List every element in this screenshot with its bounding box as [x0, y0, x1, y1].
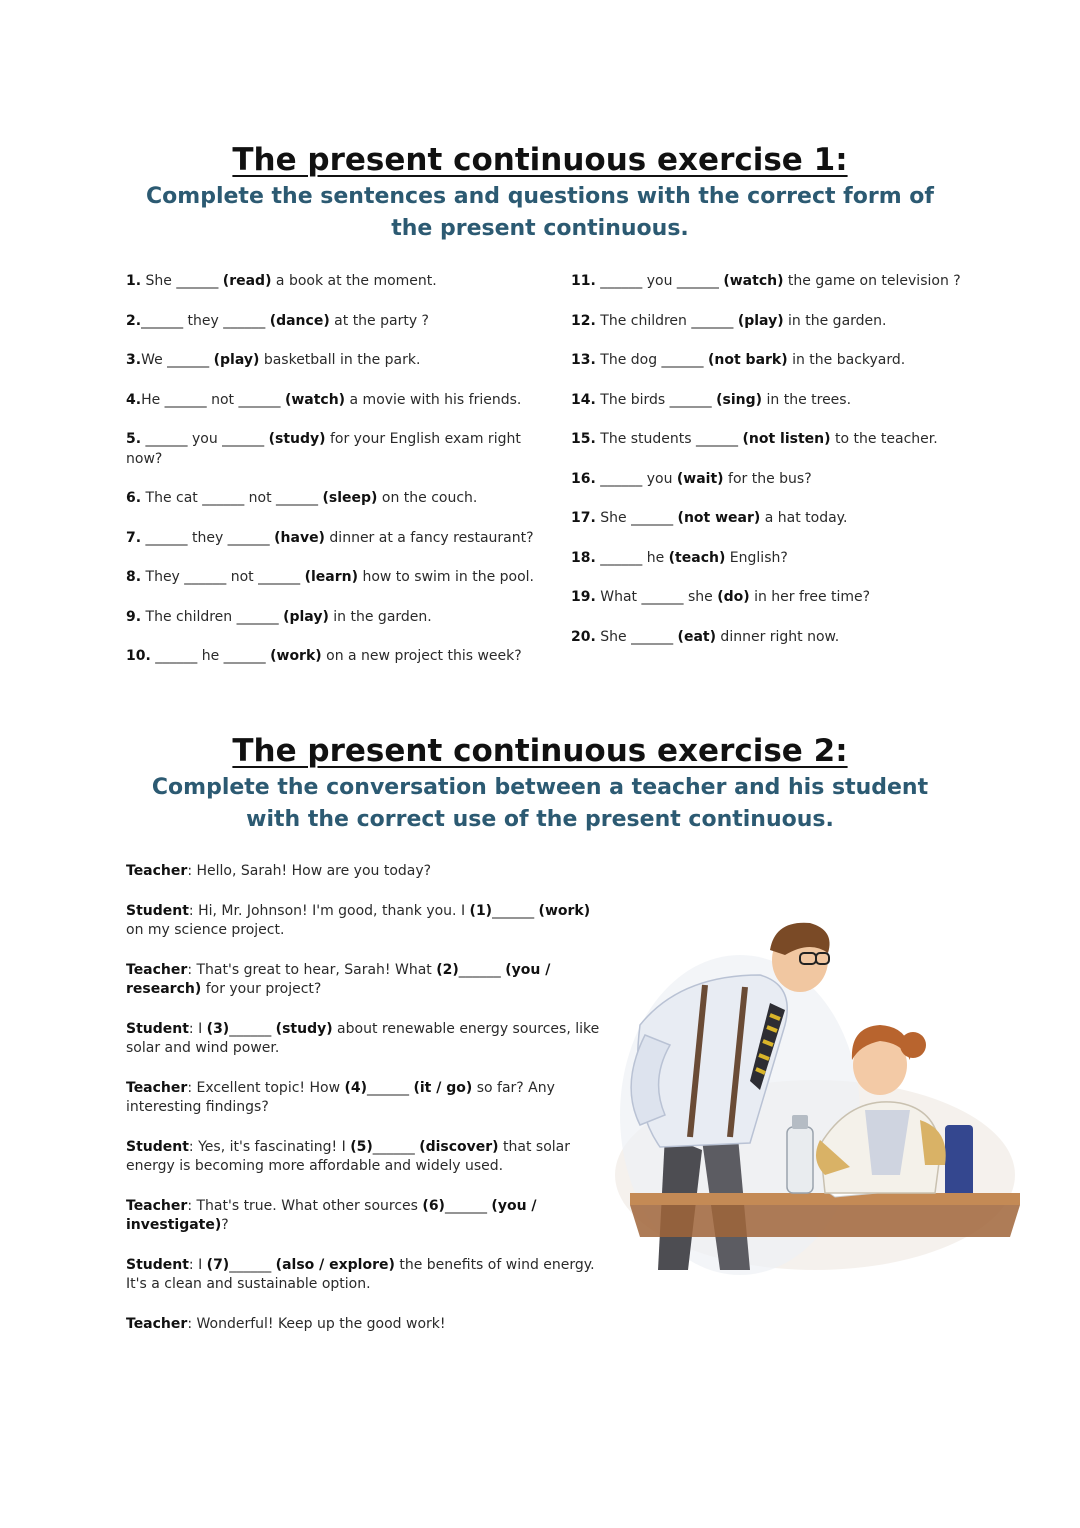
sentence-item: 12. The children ______ (play) in the garden.: [571, 312, 887, 329]
dialog-line: Teacher: Excellent topic! How (4)______ (it / go) so far? Any interesting findings?: [126, 1079, 555, 1115]
sentence-item: 20. She ______ (eat) dinner right now.: [571, 628, 840, 645]
student-hair-bun: [900, 1032, 926, 1058]
bottle-cap: [792, 1115, 808, 1129]
dialog-line: Student: Hi, Mr. Johnson! I'm good, thank you. I (1)______ (work) on my science project.: [126, 902, 591, 938]
sentence-item: 10. ______ he ______ (work) on a new project this week?: [126, 648, 522, 664]
exercise1-right-column: [571, 272, 991, 647]
dialog-line: Teacher: That's true. What other sources (6)______ (you / investigate)?: [126, 1197, 537, 1233]
sentence-item: 17. She ______ (not wear) a hat today.: [571, 510, 848, 526]
dialog-line: Student: I (7)______ (also / explore) the benefits of wind energy. It's a clean and sustainable option.: [126, 1256, 595, 1292]
sentence-item: 1. She ______ (read) a book at the moment.: [126, 273, 437, 289]
exercise2-instructions: Complete the conversation between a teacher and his student with the correct use of the present continuous.: [151, 775, 929, 832]
dialog-line: Teacher: That's great to hear, Sarah! What (2)______ (you / research) for your project?: [126, 961, 551, 997]
conversation: [126, 862, 611, 1354]
sentence-item: 5. ______ you ______ (study) for your English exam right now?: [126, 431, 521, 467]
dialog-line: Student: I (3)______ (study) about renewable energy sources, like solar and wind power.: [126, 1020, 600, 1056]
sentence-item: 13. The dog ______ (not bark) in the backyard.: [571, 352, 906, 368]
dialog-line: Teacher: Hello, Sarah! How are you today?: [126, 863, 432, 879]
sentence-item: 14. The birds ______ (sing) in the trees.: [571, 391, 852, 408]
sentence-item: 8. They ______ not ______ (learn) how to swim in the pool.: [126, 569, 535, 585]
dialog-line: Student: Yes, it's fascinating! I (5)______ (discover) that solar energy is becoming more affordable and widely used.: [126, 1138, 571, 1174]
bottle: [787, 1127, 813, 1193]
sentence-item: 3.We ______ (play) basketball in the park.: [126, 352, 421, 368]
sentence-item: 19. What ______ she (do) in her free time?: [571, 589, 871, 605]
desk-top: [630, 1193, 1020, 1205]
exercise1-instructions: Complete the sentences and questions with the correct form of the present continuous.: [146, 184, 934, 241]
sentence-item: 16. ______ you (wait) for the bus?: [571, 470, 812, 487]
desk-front: [630, 1205, 1020, 1237]
sentence-item: 18. ______ he (teach) English?: [571, 549, 788, 566]
sentence-item: 11. ______ you ______ (watch) the game on television ?: [571, 273, 961, 289]
exercise2-title: The present continuous exercise 2:: [232, 733, 848, 769]
sentence-item: 4.He ______ not ______ (watch) a movie with his friends.: [126, 391, 522, 408]
exercise1-left-column: [126, 272, 546, 667]
sentence-item: 15. The students ______ (not listen) to the teacher.: [571, 431, 938, 447]
sentence-item: 2.______ they ______ (dance) at the party ?: [126, 312, 429, 329]
teacher-student-illustration: [610, 875, 1020, 1295]
sentence-item: 6. The cat ______ not ______ (sleep) on the couch.: [126, 490, 478, 506]
sentence-item: 9. The children ______ (play) in the garden.: [126, 608, 432, 625]
dialog-line: Teacher: Wonderful! Keep up the good work!: [126, 1315, 446, 1332]
exercise1-title: The present continuous exercise 1:: [232, 142, 848, 178]
sentence-item: 7. ______ they ______ (have) dinner at a fancy restaurant?: [126, 529, 534, 546]
